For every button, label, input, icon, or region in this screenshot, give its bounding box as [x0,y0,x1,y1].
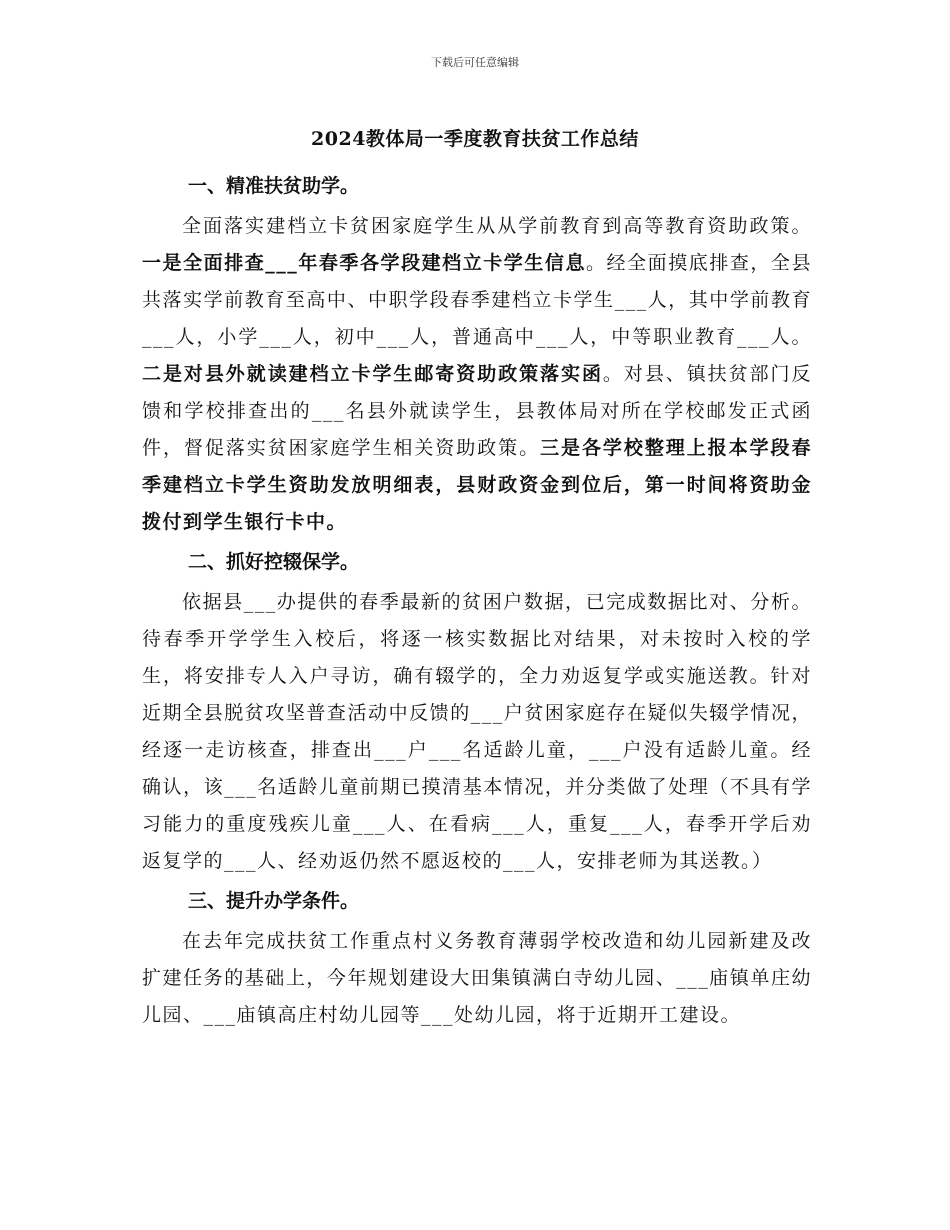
section-paragraph-1 [142,208,812,541]
section-heading-3: 三、提升办学条件。 [188,890,360,912]
section-paragraph-2: 依据县___办提供的春季最新的贫困户数据，已完成数据比对、分析。待春季开学学生入校后，将逐一核实数据比对结果，对未按时入校的学生，将安排专人入户寻访，确有辍学的，全力劝返复学或实施送教。针对近期全县脱贫攻坚普查活动中反馈的___户贫困家庭存在疑似失辍学情况，经逐一走访核查，排查出___户___名适龄儿童，___户没有适龄儿童。经确认，该___名适龄儿童前期已摸清基本情况，并分类做了处理（不具有学习能力的重度残疾儿童___人、在看病___人，重复___人，春季开学后劝返复学的___人、经劝返仍然不愿返校的___人，安排老师为其送教。） [142,591,812,872]
paragraph-text: 。对县、镇扶贫部门反馈和学校排查出的___名县外就读学生，县教体局对所在学校邮发正式函件，督促落实贫困家庭学生相关资助政策。 [142,363,812,459]
section-paragraph-3: 在去年完成扶贫工作重点村义务教育薄弱学校改造和幼儿园新建及改扩建任务的基础上，今年规划建设大田集镇满白寺幼儿园、___庙镇单庄幼儿园、___庙镇高庄村幼儿园等___处幼儿园，将于近期开工建设。 [142,930,812,1026]
paragraph-text: 。经全面摸底排查，全县共落实学前教育至高中、中职学段春季建档立卡学生___人，其中学前教育___人，小学___人，初中___人，普通高中___人，中等职业教育___人。 [142,252,812,348]
emphasis-text: 三是各学校整理上报本学段春季建档立卡学生资助发放明细表，县财政资金到位后，第一时间将资助金拨付到学生银行卡中。 [142,437,812,533]
section-heading-2: 二、抓好控辍保学。 [188,551,360,573]
document-title: 2024教体局一季度教育扶贫工作总结 [311,128,639,150]
document-body [142,168,812,1037]
section-heading-1: 一、精准扶贫助学。 [188,175,360,197]
paragraph-text: 全面落实建档立卡贫困家庭学生从从学前教育到高等教育资助政策。 [182,215,812,237]
page-header: 下载后可任意编辑 [431,56,519,69]
emphasis-text: 二是对县外就读建档立卡学生邮寄资助政策落实函 [142,363,603,385]
emphasis-text: 一是全面排查___年春季各学段建档立卡学生信息 [142,252,586,274]
